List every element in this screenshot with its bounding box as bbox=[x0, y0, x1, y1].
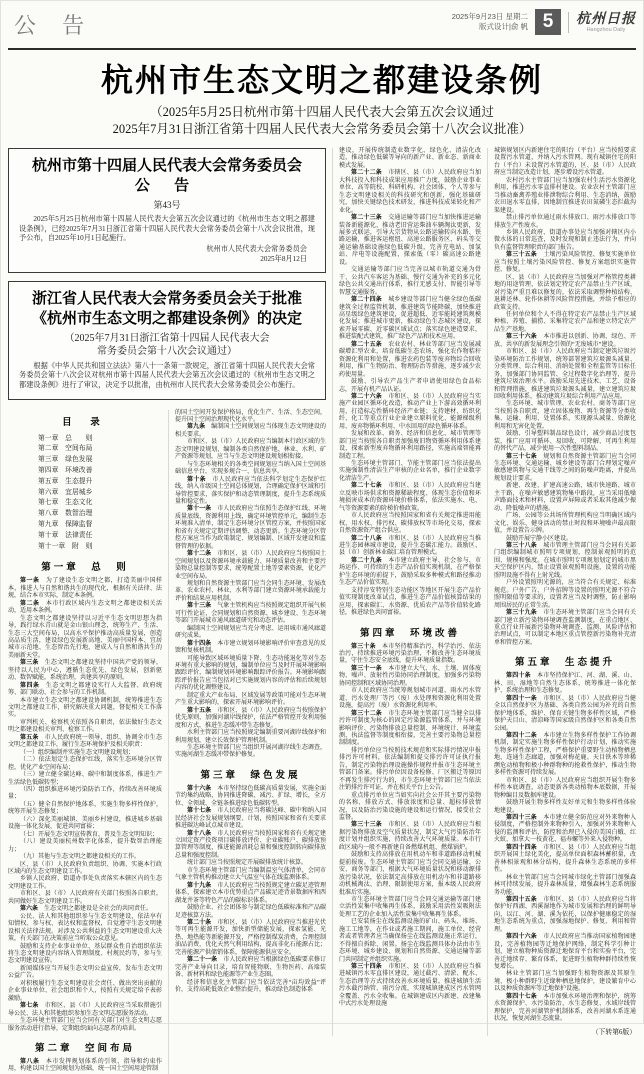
body-paragraph: 乡镇人民政府、街道办事处负责落实本辖区内的生态文明建设工作。 bbox=[8, 876, 162, 890]
body-paragraph: 第十五条 市和区、县（市）人民政府应当按照保护优先原则，加强河湖岸线保护，依法严格管控开发利用强度和方式，推进生态缓冲带生态修复。 bbox=[175, 707, 326, 729]
body-paragraph: 第三十二条 市生态环境主管部门应当健全以排污许可制度为核心的固定污染源监管体系，并与环境影响评价、污染物排放总量控制、环境统计、环境监测、执法监督等制度相衔接，完善主要污染物总量控制制度。 bbox=[339, 710, 481, 747]
body-paragraph: 鼓励和支持高排放在用机动车和非道路移动机械提前报废。生态环境主管部门应当会同交通运输、公安、商务等部门，根据大气环境质量状况和移动源排放污染状况，依法制定高排放在用机动车和非道路移动机械淘汰、治理、限制使用方案，报本级人民政府批准后实施。 bbox=[339, 852, 481, 896]
chapter-heading: 第一章 总 则 bbox=[41, 562, 129, 574]
body-paragraph: 第六条 生态文明之都建设是全社会的共同责任。 bbox=[20, 906, 153, 913]
body-paragraph: 重点排污单位应当如实向社会公开其主要污染物的名称、排放方式、排放浓度和总量、超标排放情况，以及防治污染设施的建设和运行情况，接受社会监督。 bbox=[339, 792, 481, 821]
body-paragraph: 第十八条 市人民政府应当按照国家和省有关规定建立固定资产投资项目碳排放评价、企业碳账户、碳排放预算管理等制度，推进能源消耗总量和强度控制转向碳排放总量和强度控制。 bbox=[175, 830, 326, 859]
body-paragraph: 鼓励开展宁静小区建设。 bbox=[506, 535, 573, 542]
body-paragraph: 第三十六条 本市推进以创新、协调、绿色、开放、共享的新发展理念引领的“无废城市”建设。 bbox=[494, 334, 636, 348]
continuation-note: （下转第6版） bbox=[586, 1025, 636, 1036]
body-paragraph: 第二十一条 市人民政府应当根据绿色低碳要求修订完善产业导向目录，培育智能物联、生物医药、高端装备、新材料和绿色能源等产业生态圈。 bbox=[175, 957, 326, 979]
announcement-box bbox=[8, 148, 326, 273]
masthead-rule bbox=[8, 48, 636, 50]
body-paragraph: 鼓励、引导农产品生产者申请使用绿色食品标志，开展有机产品认证。 bbox=[339, 379, 481, 393]
body-paragraph: （七）开展生态文明宣传教育，普及生态文明知识； bbox=[20, 831, 159, 838]
body-paragraph: 水利主管部门应当按照规定编制重要河湖岸线保护和利用规划，建立长效保护管理机制。 bbox=[175, 730, 326, 744]
page-number: 5 bbox=[535, 9, 561, 35]
body-paragraph: 乡镇人民政府、街道办事处应当加强对辖区内小微水体的日常巡查，及时发现和制止违法行为，并向负有监督管理职责的部门报告。 bbox=[494, 229, 636, 251]
body-column-4 bbox=[487, 148, 636, 1036]
body-paragraph: 对积极履行生态文明建设社会责任、做出突出贡献的企业事业单位、社会组织和个人，按照有关规定给予表彰激励。 bbox=[8, 980, 162, 1002]
body-paragraph: 户外设置照明光源的，应当符合有关规定、标准规范。户外广告、户外招牌等设置的照明光源不符合照明限值等要求的，设置者应当及时调整，防止影响周围居民的正常生活。 bbox=[494, 580, 636, 609]
toc-item: 第六章 宜居城乡 bbox=[38, 488, 93, 496]
body-paragraph: 第二十九条 本市建立政府主导、社会参与、市场运作、可持续的生态产品价值实现机制，在严格保护生态环境的前提下，鼓励采取多种模式和路径推动生态产品价值实现。 bbox=[339, 557, 481, 587]
approval-subtitle-1: （2025年7月31日浙江省第十四届人民代表大会 bbox=[64, 332, 270, 344]
body-paragraph: 市生态环境主管部门应当编制温室气体清单，会同市气象主管机构推动建立大气温室气体在线监测体系。 bbox=[175, 867, 326, 882]
body-paragraph: 生态环境主管部门应当组织开展河湖岸线生态调查，实施河湖生态缓冲带保护修复。 bbox=[175, 744, 326, 759]
body-paragraph: 编制国土空间规划应当充分考虑、运用城市通风廊道研究成果。 bbox=[175, 625, 326, 640]
body-paragraph: 第十六条 本市坚持绿色低碳高质量发展，实施全面节约集约战略，协同推进降碳、减污、扩绿、增长，全方位、全领域、全链条推进绿色低碳转型。 bbox=[175, 785, 326, 807]
body-paragraph: 第十四条 本市建立规划环境影响评价审查意见的反馈和复核机制。 bbox=[175, 640, 326, 655]
body-paragraph: 区、县（市）人民政府负责组织、协调、实施本行政区域内的生态文明建设工作。 bbox=[8, 861, 162, 875]
body-paragraph: 与生态环境相关的各类空间规划应当纳入国土空间基础信息平台，实现多规合一、信息共享。 bbox=[175, 461, 326, 476]
paper-logo bbox=[568, 12, 636, 33]
body-paragraph: 市人民政府应当统筹规划城市河道、雨水污水管道、污水处理厂等污（废）水处理和资源化利用处置设施，提高污（废）水资源化利用率。 bbox=[339, 688, 481, 710]
body-paragraph: 第三十九条 市生态环境主管部门应当会同有关部门建立新污染物环境调查监测制度，在重点地区、重点行业开展新污染物环境调查、监测、风险评估和治理试点，可以制定本地区重点管控新污染物补充清单和管控方案。 bbox=[494, 610, 636, 646]
body-paragraph: 第二条 本市行政区域内生态文明之都建设相关活动，适用本条例。 bbox=[8, 600, 162, 615]
announcement-number: 第43号 bbox=[153, 200, 181, 210]
body-paragraph: 交通运输等部门应当完善以城市轨道交通为骨干、公共汽车客运为基础、慢行交通为补充的多元化绿色公共交通出行体系，推行无感支付、智能引导等智慧交通服务。 bbox=[339, 267, 481, 296]
body-column-1 bbox=[8, 410, 162, 1074]
announcement-title: 杭州市第十四届人民代表大会常务委员会 bbox=[31, 157, 302, 174]
toc-title: 目 录 bbox=[62, 416, 108, 428]
body-paragraph: 第四十一条 市和区、县（市）人民政府应当健全以自然保护区为基础、各类自然公园为补充的自然保护地体系，维护、保育关键生物多样性区域，严格保护天目山、清凉峰等国家级自然保护区和各类自然公园。 bbox=[494, 695, 636, 732]
body-paragraph: 第三十七条 规划和自然资源主管部门应当会同生态环境、交通运输、城乡建设等部门合理划定噪声敏感建筑物与交通干线等之间的防噪声距离，并提出规划设计要求。 bbox=[494, 453, 636, 482]
chapter-heading: 第四章 环境改善 bbox=[359, 627, 460, 639]
toc-item: 第一章 总 则 bbox=[38, 434, 93, 442]
subtitle-line-2: 2025年7月31日浙江省第十四届人民代表大会常务委员会第十八次会议批准） bbox=[112, 122, 532, 136]
body-paragraph: 第三十条 本市坚持精准治污、科学治污、依法治污，持续推进环境污染治理，不断改善生态环境质量，守住生态安全底线，提升环境质量指数。 bbox=[339, 643, 481, 665]
left-half bbox=[8, 148, 326, 1073]
body-paragraph: 任何单位和个人不得在特定农产品禁止生产区域种植、养殖、捕捞、采集特定农产品和建立特定农产品生产基地。 bbox=[494, 311, 636, 333]
paper-name-en: Hangzhou Daily bbox=[586, 26, 626, 33]
body-paragraph: 鼓励企业、社会团体参与制定绿色低碳标准和产品碳足迹核算方法。 bbox=[175, 905, 326, 919]
masthead bbox=[8, 1, 636, 43]
body-paragraph: 支持淳安特别生态功能区等地区开展生态产品价值实现制度改革试点，推进生态产品价值核算结果的应用，探索碳汇、水资源、优质农产品等价值转化路径，推进绿色共同富裕。 bbox=[339, 587, 481, 617]
body-paragraph: 生态文明之都建设坚持以习近平生态文明思想为指导，践行绿水青山就是金山银山理念，统筹生产、生活、生态三大空间布局，以高水平保护推动高质量发展，创造高品质生活，建设绿色发展新高地、美丽中国样本、宜居城市示范地、生态智治先行地，建成人与自然和谐共生的美丽新天堂。 bbox=[8, 615, 162, 659]
body-paragraph: 新闻媒体应当开展生态文明公益宣传，发布生态文明公益广告。 bbox=[8, 965, 162, 980]
body-paragraph: 统计部门应当按照规定开展碳排放统计核算。 bbox=[187, 860, 308, 867]
body-paragraph: 鼓励开展生物多样性友好单元和生物多样性体验地建设。 bbox=[494, 800, 636, 814]
body-paragraph: 生态环境主管部门、节能主管部门应当依法提出实施强制性清洁生产审核的企业名单，推行企业数字化清洁生产。 bbox=[339, 461, 481, 482]
paper-name: 杭州日报 bbox=[576, 11, 636, 27]
body-paragraph: （六）深化美丽城镇、美丽乡村建设，推进城乡基础设施一体化发展，促进共同富裕； bbox=[8, 816, 162, 831]
body-paragraph: 第二十八条 市和区、县（市）人民政府应当推进生态园林城市建设，提升生态碳汇能力。鼓励区、县（市）创新林业碳汇培育管理模式。 bbox=[339, 535, 481, 557]
body-paragraph: 第十七条 市人民政府应当将碳达峰、碳中和纳入国民经济社会发展规划纲要、计划，按照国家和省有关要求推进碳达峰试点城市建设。 bbox=[175, 808, 326, 830]
approval-title: 浙江省人民代表大会常务委员会关于批准 bbox=[31, 289, 302, 307]
body-paragraph: 第三十一条 本市建立大气、水、土壤、固体废物、噪声、放射性污染协同治理制度，加强多污染物协同控制和区域协同治理。 bbox=[339, 665, 481, 687]
announcement-date: 2025年8月12日 bbox=[260, 254, 307, 263]
chapter-heading: 第三章 绿色发展 bbox=[200, 769, 301, 781]
masthead-right bbox=[452, 9, 636, 35]
body-paragraph: （九）其他与生态文明之都建设相关的工作。 bbox=[20, 854, 141, 861]
body-paragraph: （三）建立健全碳达峰、碳中和制度体系，推进生产生活绿色低碳转型； bbox=[8, 772, 162, 786]
body-paragraph: 第二十二条 市辖区、县（市）人民政府应当加大科技投入和科技成果应用推广力度，鼓励企业事业单位、高等院校、科研机构、社会团体、个人等参与生态文明建设相关的科技研究和创新，强化基础研究，加快关键绿色技术研发，推进科技成果转化和产业化。 bbox=[339, 170, 481, 214]
body-paragraph: 第四十五条 市和区、县（市）人民政府应当将保护好西湖、西溪湿地作为城市发展和治理的鲜明导向，以江、河、湖、溪为依托，以保护健康稳定的湿地生态系统为重点，加强湿地保护、修复、利用和管理。 bbox=[494, 896, 636, 933]
body-paragraph: 广场、公园等公共场所管理机构应当明确区域内文化、娱乐、健身活动的禁止时段和环境噪声最高限值，并设置告示牌。 bbox=[494, 513, 636, 535]
body-paragraph: 制定重大产业布局、区域发展等政策可能对生态环境产生重大影响的，探索开展环境影响评价。 bbox=[175, 692, 326, 707]
toc-item: 第十章 法律责任 bbox=[38, 531, 93, 539]
body-paragraph: 第三条 生态文明之都建设坚持中国共产党的领导，坚持以人民为中心，遵循生态优先、绿色发展，创新驱动、数智赋能，系统治理，共建共享的原则。 bbox=[8, 660, 162, 682]
body-paragraph: 区、县（市）人民政府应当加强对严格管控类耕地的用途管理，依法划定特定农产品禁止生产区域，对污染严重且难以修复的，依法采取调整种植结构、退耕还林、轮作休耕等风险管控措施，并给予相应的政策支持。 bbox=[494, 274, 636, 311]
body-paragraph: 排污单位应当按照技术规范和实际排污情况申报排污许可材料，依法编制和提交排污许可证执行报告，制定污染物治理设施操作规程并报市生态环境主管部门备案。排污单位因设备检修、厂区搬迁等原因不再发生排污行为的，市生态环境主管部门应当依法注销排污许可证，并在相关平台上公告。 bbox=[339, 747, 481, 792]
body-paragraph: 第二十四条 城乡建设等部门应当健全绿色低碳建筑全过程监管机制，推进建筑节能降碳，加快推进高星级绿色建筑建设，促进超低、近零能耗建筑规模化发展；推进城市更新，推动绿色生态城区建设，探索开展零碳、近零碳区域试点；落实绿色建造要求，推进装配式建筑，推广绿色产品和技术应用。 bbox=[339, 297, 481, 341]
approval-title-2: 《杭州市生态文明之都建设条例》的决定 bbox=[31, 309, 302, 327]
body-paragraph: 农村污水主管部门应当加强农村生活污水资源化利用，推进污水零直排村建设。农业农村主管部门应当推动畜禽养殖业排泄物综合利用、生态消纳，鼓励农田退水零直排，因地制宜推进农田氮磷生态拦截沟渠建设。 bbox=[494, 177, 636, 214]
main-title: 杭州市生态文明之都建设条例 bbox=[100, 62, 543, 98]
body-paragraph: 第三十三条 市和区、县（市）人民政府应当根据污染物排放及空气质量状况，制定大气污染防治年度计划并组织实施，持续改善大气环境质量。本市行政区域内一般不再新建自备燃煤机组、燃煤锅炉。 bbox=[339, 822, 481, 851]
toc-item: 第三章 绿色发展 bbox=[38, 456, 93, 464]
announcement-body: 2025年5月25日杭州市第十四届人民代表大会第五次会议通过的《杭州市生态文明之都建设条例》，已经2025年7月31日浙江省第十四届人民代表大会常务委员会第十八次会议批准，现予公布，自2025年10月1日起施行。 bbox=[19, 215, 315, 243]
body-paragraph: 第三十五条 土壤污染风险管控、修复实施单位应当按照土壤污染风险管控、修复方案组织实施管控、修复。 bbox=[494, 252, 636, 274]
body-paragraph: 林业主管部门应当会同城市绿化主管部门加强森林可持续发展，提升森林质量，增强森林生态系统服务功能。 bbox=[494, 874, 636, 896]
body-paragraph: 第四十六条 市人民政府应当推动国家植物园建设，完善植物园等迁地保护网络，制定科学引种计划，建立植物种质资源迁地保育平台和实验平台，完善迁地续存、繁育体系，促进野生植物种群持续性恢复增长。 bbox=[494, 934, 636, 971]
body-paragraph: 禁止排污单位通过雨水排放口、雨污水排放口等排放生产性废水。 bbox=[494, 215, 636, 229]
body-paragraph: 生态环境主管部门应当会同有关部门对生态文明志愿服务活动进行指导，定期组织面向志愿者的培训。 bbox=[8, 1018, 162, 1032]
body-paragraph: 市和区、县（市）人民政府应当编制本行政区域的生态文明建设规划，编制各类自然保护地、林业、水利、矿产资源等规划，应当与生态文明建设规划相衔接。 bbox=[175, 439, 326, 461]
body-paragraph: 第十二条 市和区、县（市）人民政府应当按照国土空间规划以及资源环境承载能力、环境质量改善和主要污染物总量控制等要求，统筹配置土地等要素资源，优化产业空间布局。 bbox=[175, 551, 326, 580]
body-paragraph: （八）建设美丽杭州数字化体系，提升数智治理能力； bbox=[8, 839, 162, 853]
body-paragraph: 第十条 市人民政府应当依法科学划定生态保护红线，纳入市级国土空间总体规划，合理确定保护区域和引导管控要求，落实保护和动态管理制度，提升生态系统质量和稳定性。 bbox=[175, 476, 326, 505]
body-paragraph: 新建、改建、扩建高速公路、城市快速路、城市主干路，在噪声敏感建筑物集中路段，应当采用低噪声路面技术和材料，设置声屏障或者采取其他减少振动、降低噪声的措施。 bbox=[494, 483, 636, 512]
body-column-3 bbox=[332, 148, 481, 1036]
chapter-heading: 第五章 生态提升 bbox=[514, 657, 615, 669]
body-paragraph: 建设，开展传统制造业数字化、绿色化、清洁化改造，推动绿色低碳等导向的新产业、新业态、新商业模式发展。 bbox=[339, 148, 481, 169]
body-paragraph: 已安装扬尘在线监测设施的矿山、码头、堆场、施工工地等，在作业或者施工期间，施工单位、经营者或者管理者应当确保扬尘在线监测设施正常运行，不得擅自拆除、闲置。扬尘在线监测具体办法由市生态环境、城乡建设、规划和自然资源、交通运输等部门共同制定并组织实施。 bbox=[339, 919, 481, 963]
body-paragraph: （一）组织编制并实施生态文明建设规划； bbox=[20, 749, 135, 756]
body-paragraph: （二）依法划定生态保护红线，落实生态环境分区管控，优化产业空间布局； bbox=[8, 757, 162, 771]
body-paragraph: 第三十四条 市和区、县（市）人民政府应当推进城镇污水零直排区建设，通过截污、清淤、配水、生态治理等方式持续改善水环境质量。推进城镇生活污水截污纳管、雨污分流，实现城镇建成区污水管网全覆盖、污水全收集。在城镇建成区内新建、改建集中式污水处理设施 bbox=[339, 964, 481, 1008]
body-paragraph: 生态环境、城市管理、农业农村、商务等部门应当按照各自职责，建立固体废物、再生资源等分类收集、运输、利用、处置体系，实现源头减量、资源化利用和无害化处置。 bbox=[494, 401, 636, 430]
body-paragraph: 第二十五条 农业农村、林业等部门应当发展减碳增汇型农业，培育低碳生态农场，强化农作物秸秆资源化利用和处置，推进农药包装等废弃物综合回收利用，推广生物防治、物理防治等措施，逐步减少农药使用量。 bbox=[339, 341, 481, 378]
body-paragraph: 林业主管部门应当加强野生植物资源及其原生境、极小种群野生近缘种栖息地保护，建设繁育中心以及种质资源库等迁地保护设施。 bbox=[494, 971, 636, 993]
body-paragraph: 第一条 为了建设生态文明之都，打造美丽中国样本，推进人与自然和谐共生的现代化，根据有关法律、法规，结合本市实际，制定本条例。 bbox=[8, 578, 162, 600]
toc-item: 第十一章 附 则 bbox=[38, 542, 93, 550]
approval-body: 根据《中华人民共和国立法法》第八十一条第一款规定，浙江省第十四届人民代表大会常务委员会第十八次会议对杭州市第十四届人民代表大会第五次会议通过的《杭州市生态文明之都建设条例》进行了审议，决定予以批准，由杭州市人民代表大会常务委员会公布施行。 bbox=[19, 361, 315, 389]
body-paragraph: （五）健全自然保护地体系，实施生物多样性保护，统筹开展生态修复； bbox=[8, 801, 162, 816]
main-subtitle bbox=[8, 104, 636, 138]
section-label: 公 告 bbox=[14, 13, 95, 38]
body-paragraph: 第七条 市和区、县（市）人民政府应当采取措施引导公民、法人和其他组织参加生态文明志愿服务活动。 bbox=[8, 1003, 162, 1017]
body-paragraph: 第二十六条 市和区、县（市）人民政府应当实施产业园区循环化改造，推动产业上下游高效循环利用，打造标志性循环经济产业链；支持建材、纺织化纤、化工等重点行业企业建立原料优化、能源梯级利用、废弃物循环利用、中水回用的绿色循环体系。 bbox=[339, 393, 481, 430]
date-block bbox=[452, 12, 528, 32]
subtitle-line-1: （2025年5月25日杭州市第十四届人民代表大会第五次会议通过 bbox=[150, 105, 494, 119]
body-paragraph: 鼓励和支持企业事业单位、基层群众性自治组织依法将生态文明建设内容纳入管理制度、村规民约等，参与生态文明建设宣传。 bbox=[8, 943, 162, 965]
body-paragraph: 公民、法人和其他组织参与生态文明建设，依法享有知情权、参与权、表达权和监督权，自觉遵守生态文明建设相关法律法规。对涉及公共利益的生态文明建设重大决策，有关部门在决策前应当听取公众意见。 bbox=[8, 913, 162, 943]
body-paragraph: 第四十三条 本市建立健全防范应对外来物种入侵制度，严格控制外来物种引入，加强对外来物种入侵的监测和评估，防控和治理已入侵的美国白蛾、红火蚁、加拿大一枝黄花、福寿螺等外来入侵物种。 bbox=[494, 814, 636, 844]
body-paragraph: 市和区、县（市）人民政府有关部门按照各自职责，共同做好生态文明建设工作。 bbox=[8, 891, 162, 905]
body-paragraph: 经济和信息化主管部门应当依法完善“亩均效益”评价，支持高耗低效企业整治提升，推动绿色制造体系 bbox=[175, 979, 326, 994]
body-paragraph: 第四十二条 本市建立生物多样性保护工作协调机制，制定实施生物多样性保护行动计划，推动实施生物多样性保护工程，严格保护重要野生动植物栖息地，连通生态廊道，加强对梅花鹿、天目铁木等珍稀濒危动植物和极小种群物种的抢救性保护，推动生物多样性资源可持续发展。 bbox=[494, 732, 636, 777]
approval-box bbox=[8, 281, 326, 400]
toc-item: 第八章 数智治理 bbox=[38, 510, 93, 518]
body-paragraph: 第五条 市人民政府统一领导、组织、协调全市生态文明之都建设工作，履行生态环境保护及相关职责： bbox=[8, 734, 162, 749]
left-columns bbox=[8, 410, 326, 1074]
chapter-heading: 第二章 空间布局 bbox=[34, 1042, 135, 1054]
body-paragraph: 第三十八条 城市管理主管部门应当会同有关部门组织编制城市照明专项规划，控制景观照明的范围、规模和强度。在城市照明专项规划划定的城市黑天空保护区内，禁止设置景观照明设施，设置的功能照明设施不得有上射光线。 bbox=[494, 543, 636, 579]
body-paragraph: 的国土空间开发保护格局，优化生产、生活、生态空间，提升国土空间治理现代化水平。 bbox=[175, 409, 326, 424]
body-paragraph: 第二十条 市和区、县（市）人民政府应当推进光伏等可再生能源开发，加快新型储能发展，探索氢能、光热、地热能等新能源开发，严格控制煤炭消费，合理控制油品消费，优化天然气利用结构，提高非化石能源占比；完善能源产供储销体系，保障能源供应安全。 bbox=[175, 920, 326, 956]
body-paragraph: 第四十七条 本市加强水环境治理和保护，统筹水资源保护、水污染防治、水生态修复、水域岸线管理保护，完善河湖管护机制体系，改善河湖水系连通状况，恢复河湖生态流量。 bbox=[494, 993, 636, 1023]
body-paragraph: 本市建立生态文明之都建设协调机制，统筹推进生态文明之都建设工作，研究解决重大问题，督促相关工作落实。 bbox=[8, 697, 162, 719]
toc-item: 第四章 环境改善 bbox=[38, 466, 93, 474]
body-paragraph: 审判机关、检察机关依照各自职责，依法做好生态文明之都建设相关审判、检察工作。 bbox=[8, 719, 162, 734]
body-paragraph: 第四十四条 市和区、县（市）人民政府应当组织开展国土绿化美化，提高单位面积森林蓄积量，改善林相景观和林分结构，提升森林生态系统的多样性。 bbox=[494, 844, 636, 874]
design-credit: 版式设计|俞 帆 bbox=[478, 22, 528, 31]
body-paragraph: 第九条 编制国土空间规划应当体现生态文明建设的相关要求。 bbox=[175, 424, 326, 438]
body-paragraph: 规划和自然资源主管部门应当会同生态环境、发展改革、农业农村、林业、水利等部门建立资源环境承载能力评价和结果应用机制。 bbox=[175, 580, 326, 602]
body-paragraph: 市人民政府应当按照国家和省有关规定推进用能权、用水权、排污权、碳排放权等市场化交易，探索自然资源资产组合供应。 bbox=[339, 513, 481, 535]
announcement-title-2: 公 告 bbox=[134, 177, 200, 194]
toc-item: 第五章 生态提升 bbox=[38, 477, 93, 485]
body-paragraph: 城镇规划区内新建住宅的阳台（平台）应当按照要求设置污水管道，并纳入污水管网。现有城镇住宅的阳台（平台）未设置污水管道的，区、县（市）人民政府应当制定改造计划，逐步增设污水管道。 bbox=[494, 148, 636, 177]
body-paragraph: 发展和改革、商务、经济和信息化、城市管理等部门应当按照各自职责加强废旧物资循环利用体系建设，探索新型废弃物循环利用路径，实施高端智能再制造工程。 bbox=[339, 431, 481, 460]
body-paragraph: 市和区、县（市）人民政府应当制定建筑垃圾污染环境防治工作规划，统筹部署建筑垃圾源头减量、分类管理、综合利用、消纳处置和全程监管等目标任务，加强部门协同监管、全过程数字化治理等，提升建筑垃圾治理水平。鼓励采用先进技术、工艺、设备和管理措施，推进建筑垃圾源头减量，建立建筑垃圾回收利用体系，推动建筑垃圾综合利用产品应用。 bbox=[494, 349, 636, 400]
body-paragraph: 第二十三条 交通运输等部门应当加快推进运输装备新能源化，推动老旧营运柴油车辆淘汰更新，发展多式联运，引导大宗货物从公路运输转向水路、铁路运输，推进客运枢纽、高速公路服务区、码头等交通运输基础设施绿色低碳升级，完善充电站、加氢站、岸电等设施配置，探索低（零）碳高速公路建设。 bbox=[339, 215, 481, 266]
body-paragraph: 第十一条 市人民政府应当依照生态保护红线、环境质量底线、资源利用上线，确定环境管控单元，编制生态环境准入清单，制定生态环境分区管控方案，并按照国家和省有关规定定期评估调整、动态更新。生态环境分区管控方案应当作为政策制定、规划编制、区域开发建设和监督管理的依据。 bbox=[175, 506, 326, 550]
announcement-signature: 杭州市人民代表大会常务委员会 bbox=[206, 244, 307, 253]
body-paragraph: 鼓励、引导塑料制品绿色设计，减少商品过度包装，推广应用可循环、易回收、可降解、可再生利用的替代产品，减少使用一次性塑料制品。 bbox=[494, 431, 636, 453]
body-column-2 bbox=[168, 410, 326, 1074]
body-paragraph: 可能导致区域环境质量下降、生态功能退化等对生态环境有重大影响的规划，编制单位应当及时开展环境影响跟踪评价，编制规划环境影响跟踪评价报告。环境影响跟踪评价报告应当包括对已实施规划内容的评估和后续规划内容的优化调整建议。 bbox=[175, 655, 326, 692]
page-content bbox=[8, 148, 636, 1073]
date-text: 2025年9月23日 星期二 bbox=[451, 12, 528, 21]
body-paragraph: 第八条 本市发挥规划体系的引领、指导和约束作用，构建以国土空间规划为基础，统一国土空间用途管制 bbox=[8, 1058, 162, 1073]
body-paragraph: 第四十条 本市坚持保护江、河、湖、溪、山、林、田、湿地等自然生态体系，统筹推进一体化保护、系统治理和生态修复。 bbox=[494, 673, 636, 695]
body-paragraph: 第二十七条 市和区、县（市）人民政府应当建立反映市场供求和资源稀缺程度、体现生态价值和环境损害成本的资源环境价格体系，依法实施水、电、气等资源要素的阶梯价格政策。 bbox=[339, 483, 481, 512]
body-paragraph: 第四条 生态文明之都建设实行人大监督、政府统筹、部门联动、社会参与的工作机制。 bbox=[8, 682, 162, 697]
body-paragraph: 第十三条 气象主管机构应当按照规定组织开展气候可行性论证，会同规划和自然资源、城乡建设、生态环境等部门开展城市通风廊道研究和动态评估。 bbox=[175, 603, 326, 625]
body-paragraph: 第十九条 市人民政府应当按照规定建立碳足迹管理体系，探索建立本市优势重点产品碳足迹背景数据库和西湖龙井茶等特色产品的碳标识体系。 bbox=[175, 882, 326, 904]
toc-item: 第七章 生态文化 bbox=[38, 499, 93, 507]
body-paragraph: （四）组织推进环境污染防治工作，持续改善环境质量； bbox=[8, 787, 162, 801]
body-paragraph: 市和区、县（市）人民政府应当组织开展生物多样性本底调查，动态更新各类动植物本底数据，开展物种编目及数据库建设。 bbox=[494, 777, 636, 799]
toc-item: 第二章 空间布局 bbox=[38, 445, 93, 453]
approval-subtitle-2: 常务委员会第十八次会议通过） bbox=[97, 345, 237, 357]
body-paragraph: 市生态环境主管部门应当会同交通运输等部门建立活性炭集中收集再生体系，鼓励采用活性炭吸附法处理工艺的企业加入活性炭集中收集再生体系。 bbox=[339, 896, 481, 918]
toc-item: 第九章 保障监督 bbox=[38, 520, 93, 528]
